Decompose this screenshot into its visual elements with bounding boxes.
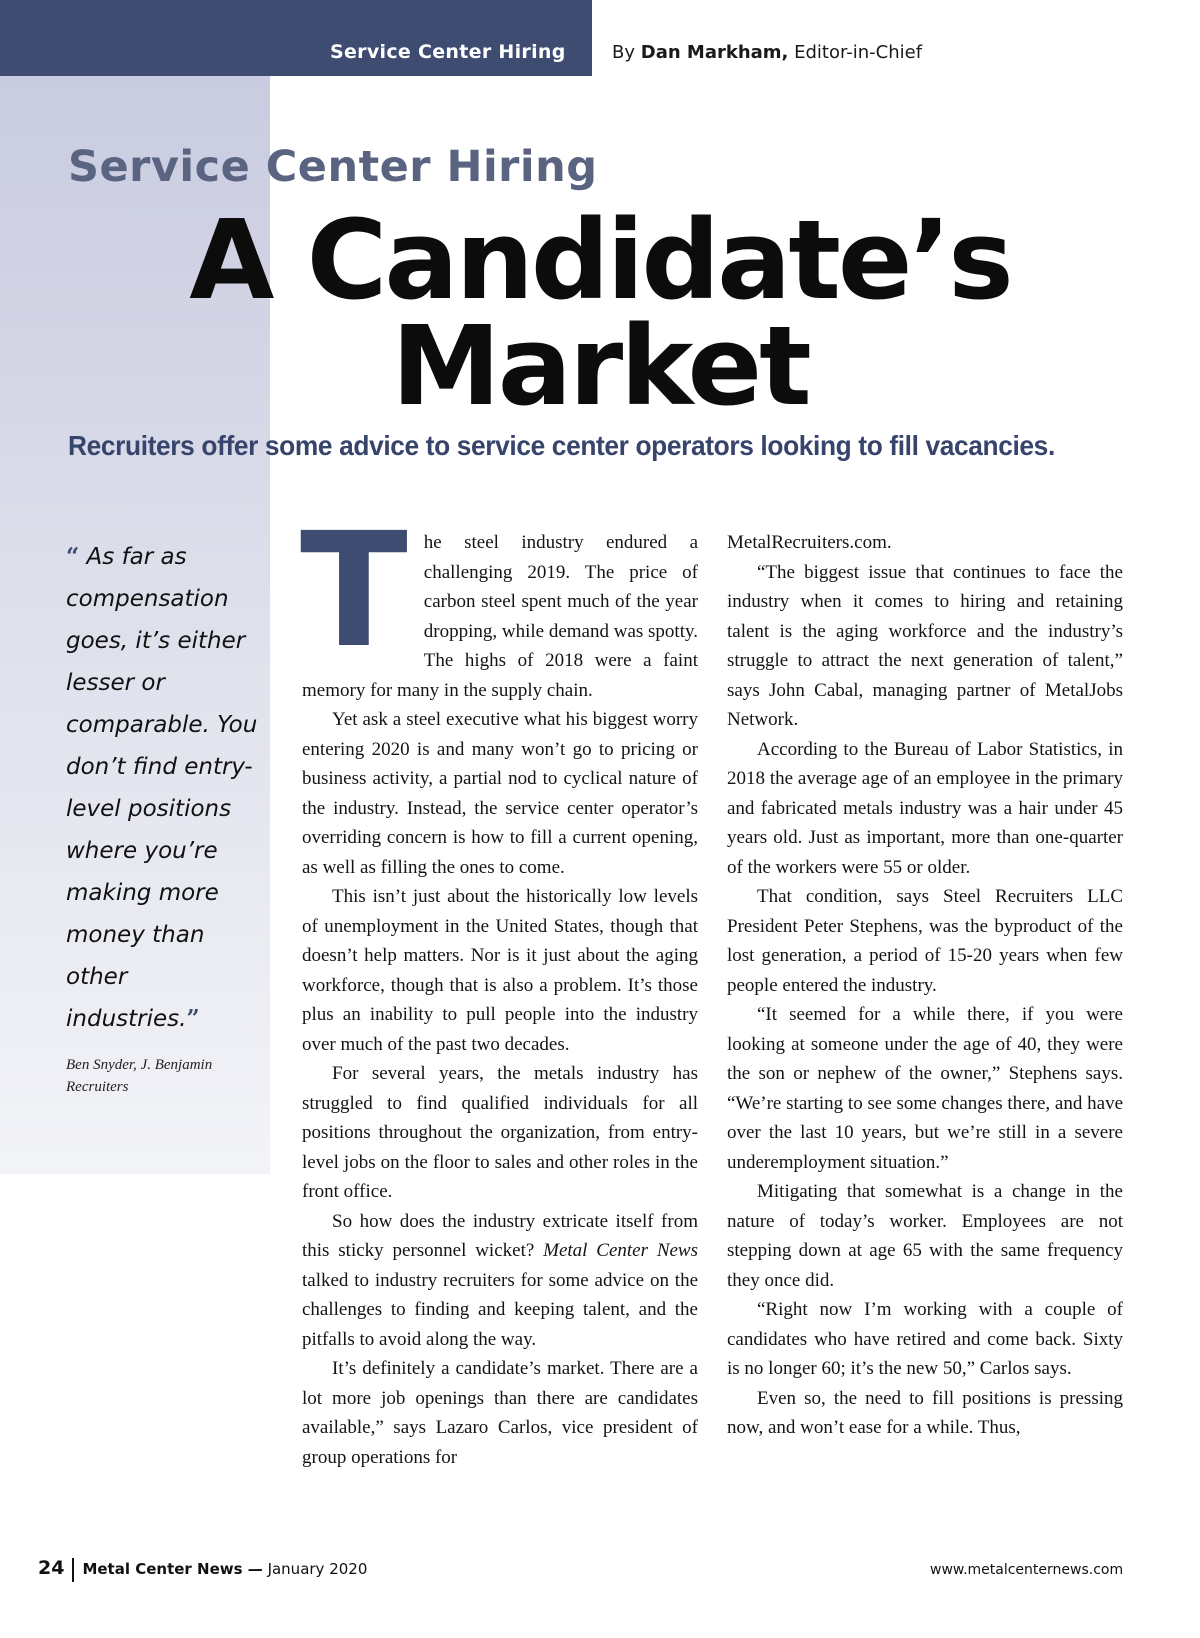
pull-quote-attribution: Ben Snyder, J. Benjamin Recruiters bbox=[66, 1057, 213, 1095]
close-quote-mark: ” bbox=[186, 1005, 200, 1032]
article-dek: Recruiters offer some advice to service center operators looking to fill vacancies. bbox=[68, 430, 1055, 461]
paragraph: This isn’t just about the historically low levels of unemployment in the United States, though that doesn’t help matters. Nor is it just about the aging workforce, though that is also a problem. It’s those plus an inability to pull people into the industry over much of the past two decades. bbox=[302, 886, 698, 1055]
paragraph: That condition, says Steel Recruiters LLC President Peter Stephens, was the byproduct of the lost generation, a period of 15-20 years when few people entered the industry. bbox=[727, 886, 1123, 996]
paragraph: So how does the industry extricate itself from this sticky personnel wicket? Metal Center News talked to industry recruiters for some advice on the challenges to finding and keeping talent, and the pitfalls to avoid along the way. bbox=[302, 1210, 698, 1350]
paragraph: For several years, the metals industry has struggled to find qualified individuals for all positions throughout the organization, from entry-level jobs on the floor to sales and other roles in the front office. bbox=[302, 1063, 698, 1202]
headline-line-1: A Candidate’s bbox=[189, 196, 1011, 324]
byline-author: Dan Markham, bbox=[640, 42, 789, 63]
pull-quote bbox=[66, 536, 266, 1040]
article-kicker: Service Center Hiring bbox=[68, 142, 598, 192]
byline-prefix: By bbox=[612, 42, 636, 63]
paragraph: Yet ask a steel executive what his biggest worry entering 2020 is and many won’t go to pricing or business activity, a partial nod to cyclical nature of the industry. Instead, the service center operator’s overriding concern is how to fill a current opening, as well as filling the ones to come. bbox=[302, 709, 698, 878]
paragraph: MetalRecruiters.com. bbox=[727, 532, 892, 553]
byline bbox=[612, 42, 922, 63]
article-column-1 bbox=[300, 499, 699, 1472]
open-quote-mark: “ bbox=[66, 543, 80, 570]
paragraph: It’s definitely a candidate’s market. There are a lot more job openings than there are candidates available,” says Lazaro Carlos, vice president of group operations for bbox=[302, 1358, 698, 1468]
paragraph: Even so, the need to fill positions is pressing now, and won’t ease for a while. Thus, bbox=[727, 1387, 1123, 1438]
paragraph: Mitigating that somewhat is a change in the nature of today’s worker. Employees are not stepping down at age 65 with the same frequency they once did. bbox=[727, 1181, 1123, 1291]
website-url: www.metalcenternews.com bbox=[930, 1562, 1124, 1578]
article-column-2 bbox=[727, 528, 1123, 1443]
publication-name: Metal Center News bbox=[543, 1240, 698, 1261]
section-tag: Service Center Hiring bbox=[330, 41, 566, 63]
page-footer bbox=[38, 1557, 367, 1582]
publication-title: Metal Center News — bbox=[82, 1560, 263, 1578]
section-header-band bbox=[0, 0, 592, 76]
paragraph: The steel industry endured a challenging 2019. The price of carbon steel spent much of the year dropping, while demand was spotty. The highs of 2018 were a faint memory for many in the supply chain. bbox=[300, 499, 699, 701]
pull-quote-text: As far as compensation goes, it’s either lesser or comparable. You don’t find entry-level positions where you’re making more money than other industries. bbox=[66, 544, 258, 1032]
paragraph: “Right now I’m working with a couple of candidates who have retired and come back. Sixty is no longer 60; it’s the new 50,” Carlos says. bbox=[727, 1299, 1123, 1379]
page-number: 24 bbox=[38, 1557, 65, 1579]
issue-date: January 2020 bbox=[267, 1560, 368, 1578]
headline-line-2: Market bbox=[391, 302, 809, 430]
byline-author-title: Editor-in-Chief bbox=[794, 42, 923, 63]
drop-cap: T bbox=[300, 499, 408, 683]
paragraph: “The biggest issue that continues to face the industry when it comes to hiring and retaining talent is the aging workforce and the industry’s struggle to attract the next generation of talent,” says John Cabal, managing partner of MetalJobs Network. bbox=[727, 561, 1123, 730]
footer-divider bbox=[72, 1558, 74, 1582]
paragraph: According to the Bureau of Labor Statistics, in 2018 the average age of an employee in the primary and fabricated metals industry was a hair under 45 years old. Just as important, more than one-quarter of the workers were 55 or older. bbox=[727, 738, 1123, 878]
paragraph: “It seemed for a while there, if you were looking at someone under the age of 40, they were the son or nephew of the owner,” Stephens says. “We’re starting to see some changes there, and have over the last 10 years, but we’re still in a severe underemployment situation.” bbox=[727, 1004, 1123, 1173]
